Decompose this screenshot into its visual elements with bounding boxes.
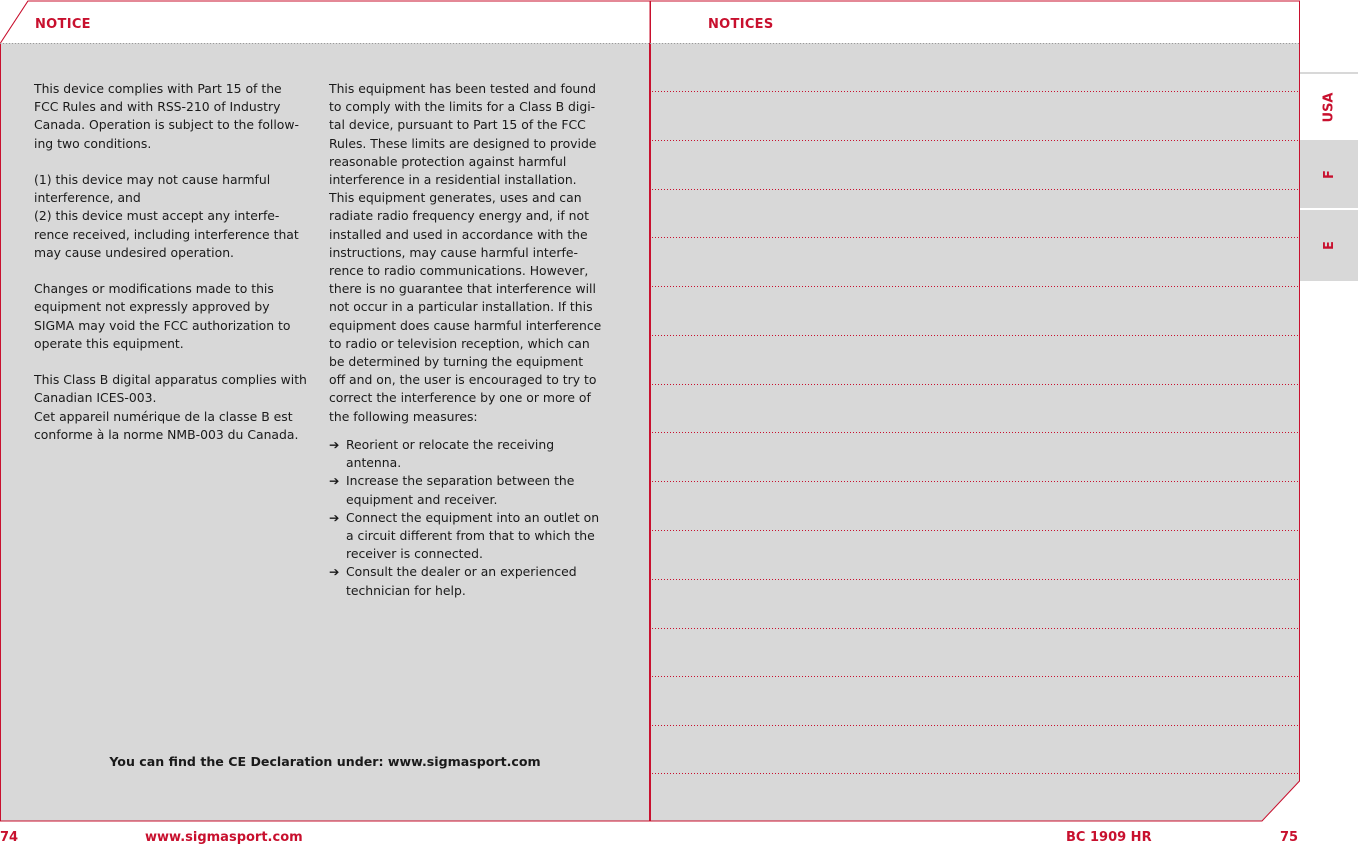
class-b-column: This equipment has been tested and found to comply with the limits for a Class B digi- tal device, pursuant to Part 15 of the FCC Rules. These limits are designed to provide reasonable protection against harmful interference in a residential installation. This equipment generates, uses and can radiate radio frequency energy and, if not installed and used in accordance with the instructions, may cause harmful interfe- rence to radio communications. However, there is no guarantee that interference will not occur in a particular installation. If this equipment does cause harmful interference to radio or television reception, which can be determined by turning the equipment off and on, the user is encouraged to try to correct the interference by one or more of the following measures: bbox=[329, 81, 602, 424]
arrow-right-icon: ➔ bbox=[329, 509, 340, 525]
left-page-number: 74 bbox=[0, 830, 19, 845]
measures-list bbox=[329, 436, 604, 600]
ce-declaration: You can find the CE Declaration under: www.sigmasport.com bbox=[109, 754, 541, 769]
footer-product-name: BC 1909 HR bbox=[1066, 830, 1152, 845]
right-page-panel bbox=[651, 1, 1300, 821]
arrow-right-icon: ➔ bbox=[329, 564, 340, 580]
arrow-right-icon: ➔ bbox=[329, 437, 340, 452]
list-item bbox=[329, 472, 604, 508]
left-header-band bbox=[1, 1, 650, 43]
arrow-right-icon: ➔ bbox=[329, 473, 340, 489]
tab-f-label: F bbox=[1321, 169, 1337, 179]
tab-usa-label: USA bbox=[1321, 92, 1337, 122]
right-page-header: NOTICES bbox=[708, 17, 774, 32]
list-item-text: Reorient or relocate the receiving antenna. bbox=[346, 437, 555, 471]
right-page-number: 75 bbox=[1280, 830, 1299, 845]
list-item bbox=[329, 563, 604, 599]
list-item bbox=[329, 436, 604, 472]
list-item-text: Connect the equipment into an outlet on a circuit different from that to which the receiver is connected. bbox=[346, 509, 600, 562]
footer-url[interactable]: www.sigmasport.com bbox=[145, 830, 303, 845]
list-item-text: Increase the separation between the equipment and receiver. bbox=[346, 473, 575, 507]
tab-e-label: E bbox=[1321, 241, 1337, 250]
tab-f[interactable] bbox=[1300, 140, 1358, 208]
tab-e[interactable] bbox=[1300, 210, 1358, 281]
left-page-header: NOTICE bbox=[35, 17, 91, 32]
list-item-text: Consult the dealer or an experienced technician for help. bbox=[346, 564, 577, 598]
fcc-compliance-column: This device complies with Part 15 of the FCC Rules and with RSS-210 of Industry Canada. Operation is subject to the follow- ing two conditions. (1) this device may not cause harmful interference, and (2) this device must accept any interfe- rence received, including interference that may cause undesired operation. Changes or modifications made to this equipment not expressly approved by SIGMA may void the FCC authorization to operate this equipment. This Class B digital apparatus complies with Canadian ICES-003. Cet appareil numérique de la classe B est conforme à la norme NMB-003 du Canada. bbox=[34, 81, 307, 442]
list-item bbox=[329, 509, 604, 564]
tab-usa[interactable] bbox=[1300, 72, 1358, 140]
